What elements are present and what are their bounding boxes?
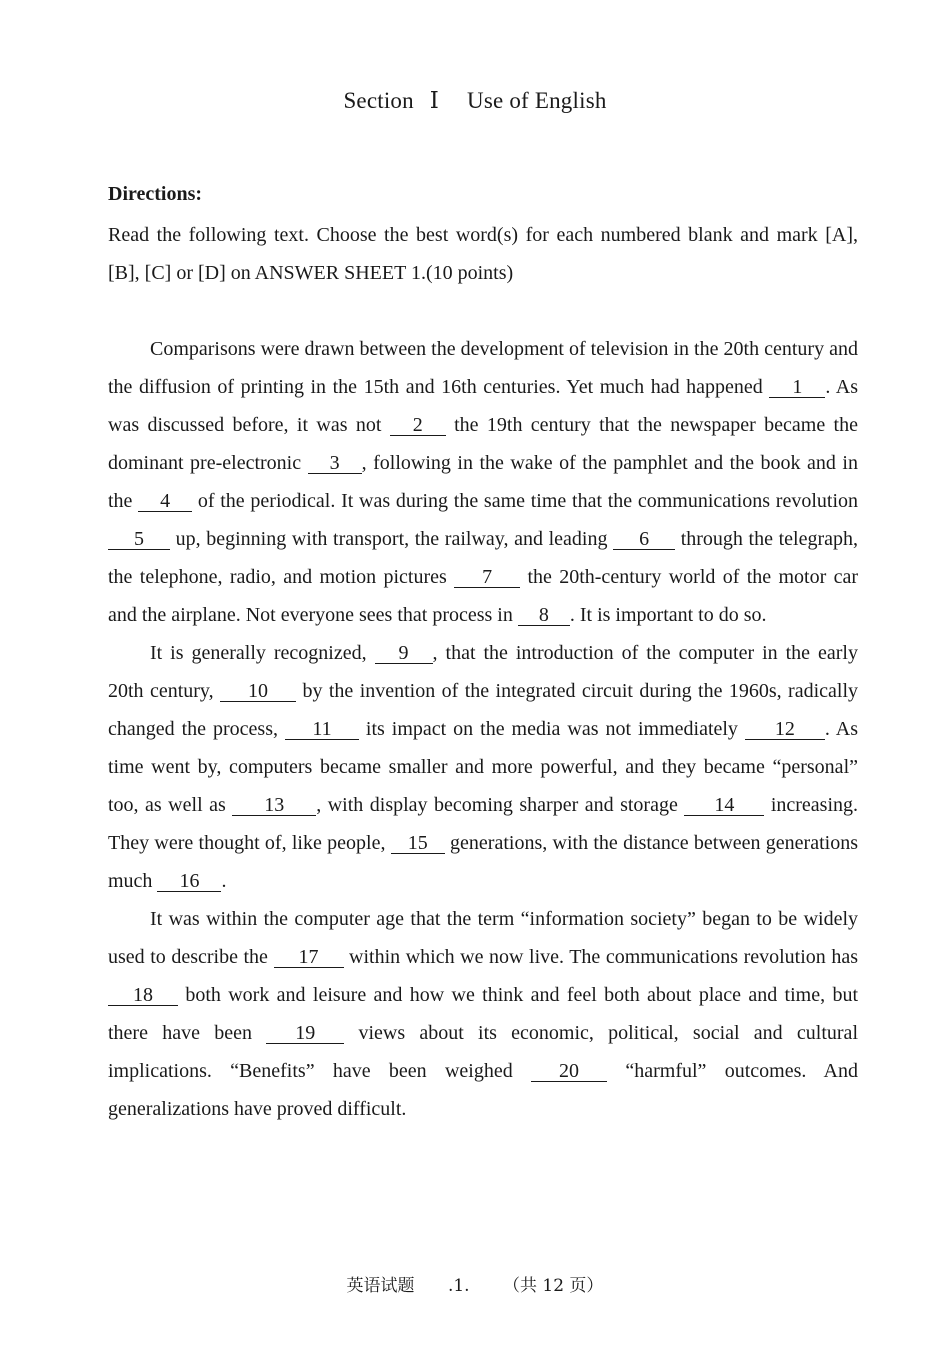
directions-heading: Directions: xyxy=(108,183,203,205)
text-segment: It was within the computer age that the term “information society” began to be widely used to describe the xyxy=(108,908,858,968)
blank-19: 19 xyxy=(266,1023,344,1044)
blank-20: 20 xyxy=(531,1061,607,1082)
blank-11: 11 xyxy=(285,719,359,740)
paragraph-2 xyxy=(108,634,858,900)
blank-3: 3 xyxy=(308,453,362,474)
section-title xyxy=(0,88,950,114)
text-segment: generations, with the distance between generations much xyxy=(108,832,858,892)
blank-4: 4 xyxy=(138,491,192,512)
blank-13: 13 xyxy=(232,795,316,816)
section-name: Use of English xyxy=(467,88,607,113)
text-segment: , that the introduction of the computer in the early 20th century, xyxy=(108,642,858,702)
blank-18: 18 xyxy=(108,985,178,1006)
directions-text: Read the following text. Choose the best word(s) for each numbered blank and mark [A], [B], [C] or [D] on ANSWER SHEET 1.(10 points) xyxy=(108,224,858,284)
section-number: Ⅰ xyxy=(429,88,440,113)
text-segment: the 20th-century world of the motor car and the airplane. Not everyone sees that process in xyxy=(108,566,859,626)
section-label: Section xyxy=(343,88,414,113)
blank-12: 12 xyxy=(745,719,825,740)
blank-2: 2 xyxy=(390,415,446,436)
blank-7: 7 xyxy=(454,567,520,588)
text-segment: its impact on the media was not immediately xyxy=(358,718,745,740)
blank-5: 5 xyxy=(108,529,170,550)
blank-1: 1 xyxy=(769,377,825,398)
blank-8: 8 xyxy=(518,605,570,626)
footer-total-pages: （共 12 页） xyxy=(502,1276,604,1296)
text-segment: “harmful” outcomes. And generalizations have proved difficult. xyxy=(108,1060,858,1120)
cloze-passage xyxy=(108,330,858,1128)
text-segment: by the invention of the integrated circuit during the 1960s, radically changed the process, xyxy=(108,680,859,740)
text-segment: within which we now live. The communications revolution has xyxy=(343,946,859,968)
blank-9: 9 xyxy=(375,643,433,664)
text-segment: , following in the wake of the pamphlet and the book and in the xyxy=(108,452,858,512)
blank-16: 16 xyxy=(157,871,221,892)
page-footer xyxy=(0,1271,950,1296)
blank-17: 17 xyxy=(274,947,344,968)
paragraph-1 xyxy=(108,330,858,634)
paragraph-3 xyxy=(108,900,858,1128)
text-segment: of the periodical. It was during the same time that the communications revolution xyxy=(192,490,858,512)
text-segment: . xyxy=(221,870,227,892)
text-segment: . As was discussed before, it was not xyxy=(108,376,858,436)
footer-subject: 英语试题 xyxy=(346,1276,415,1296)
text-segment: through the telegraph, the telephone, radio, and motion pictures xyxy=(108,528,858,588)
text-segment: . It is important to do so. xyxy=(569,604,767,626)
text-segment: , with display becoming sharper and storage xyxy=(316,794,685,816)
text-segment: up, beginning with transport, the railway, and leading xyxy=(170,528,614,550)
text-segment: It is generally recognized, xyxy=(150,642,375,664)
text-segment: views about its economic, political, social and cultural implications. “Benefits” have been weighed xyxy=(108,1022,858,1082)
blank-6: 6 xyxy=(613,529,675,550)
blank-14: 14 xyxy=(684,795,764,816)
blank-15: 15 xyxy=(391,833,445,854)
text-segment: both work and leisure and how we think and feel both about place and time, but there have been xyxy=(108,984,858,1044)
text-segment: . As time went by, computers became smaller and more powerful, and they became “personal” too, as well as xyxy=(108,718,858,816)
text-segment: the 19th century that the newspaper became the dominant pre-electronic xyxy=(108,414,858,474)
blank-10: 10 xyxy=(220,681,296,702)
text-segment: increasing. They were thought of, like people, xyxy=(108,794,858,854)
text-segment: Comparisons were drawn between the development of television in the 20th century and the diffusion of printing in the 15th and 16th centuries. Yet much had happened xyxy=(108,338,858,398)
footer-page-number: .1. xyxy=(447,1276,470,1296)
